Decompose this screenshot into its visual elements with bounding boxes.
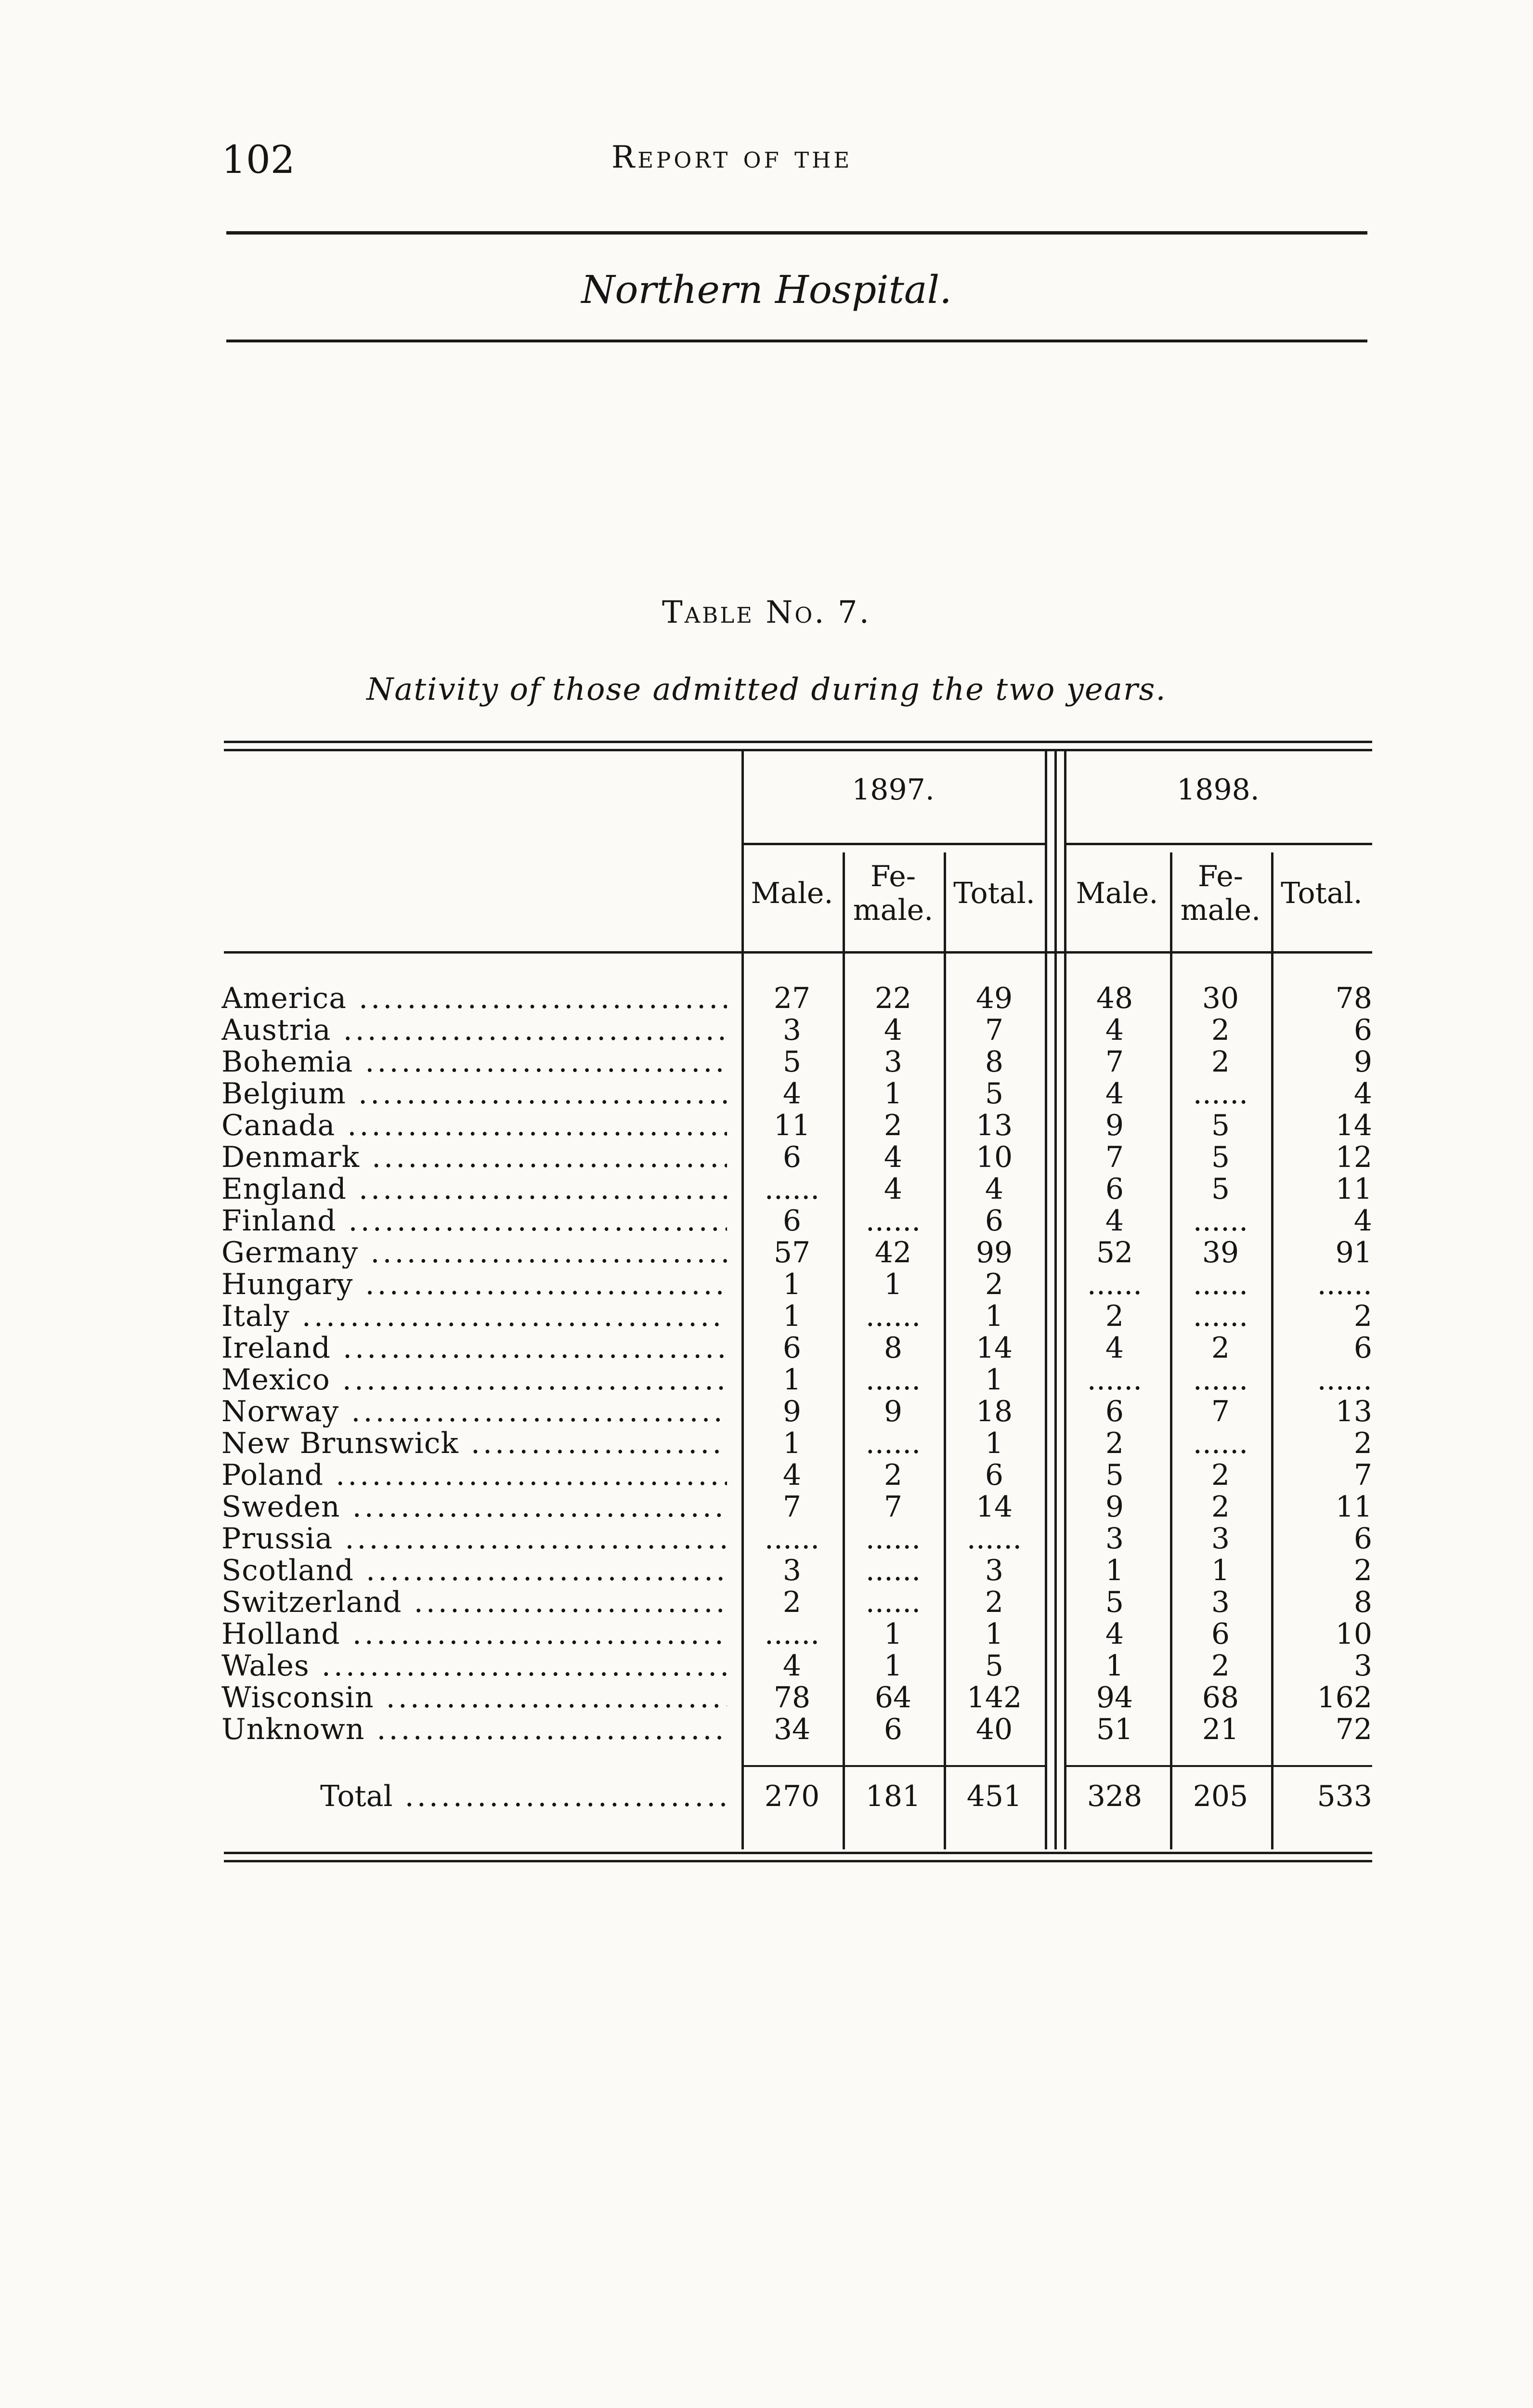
cell: 6 (1353, 1522, 1372, 1556)
cell: 94 (1096, 1681, 1133, 1714)
table-row (221, 1237, 1372, 1269)
row-label: Norway ..... (221, 1396, 727, 1427)
cell: 4 (1105, 1617, 1124, 1651)
table-row (221, 1046, 1372, 1078)
cell: 3 (985, 1554, 1004, 1587)
col-1898-total: Total. (1281, 877, 1363, 910)
cell: 3 (1105, 1522, 1124, 1556)
table-row (221, 1618, 1372, 1650)
cell: 1 (985, 1363, 1004, 1397)
table-row (221, 1332, 1372, 1364)
cell: 7 (1105, 1045, 1124, 1079)
table-row (221, 1714, 1372, 1745)
table-row (221, 982, 1372, 1014)
cell: ...... (764, 1522, 820, 1556)
cell: 14 (975, 1490, 1013, 1524)
row-label: England ..... (221, 1173, 727, 1205)
cell: 42 (874, 1236, 912, 1269)
cell: ...... (865, 1204, 921, 1238)
cell: 9 (1105, 1109, 1124, 1142)
cell: 6 (1353, 1013, 1372, 1047)
cell: 6 (1211, 1617, 1230, 1651)
cell: 2 (1211, 1458, 1230, 1492)
year-1897-underline (741, 843, 1045, 845)
cell: 8 (883, 1331, 903, 1365)
cell: 1 (1211, 1554, 1230, 1587)
cell: 49 (975, 982, 1013, 1015)
cell: ...... (1087, 1363, 1143, 1397)
col-1898-male: Male. (1076, 877, 1158, 910)
table-row (221, 1141, 1372, 1173)
cell: 4 (782, 1458, 802, 1492)
cell: 64 (874, 1681, 912, 1714)
table-row (221, 1491, 1372, 1523)
cell: 9 (883, 1395, 903, 1428)
cell: 11 (1335, 1172, 1372, 1206)
row-label: Wales ..... (221, 1650, 727, 1682)
cell: ...... (865, 1363, 921, 1397)
cell: 1 (985, 1617, 1004, 1651)
cell: ...... (865, 1585, 921, 1619)
cell: 1 (985, 1426, 1004, 1460)
cell: 1 (883, 1077, 903, 1111)
cell: 5 (1211, 1109, 1230, 1142)
cell: 5 (1105, 1585, 1124, 1619)
cell: 7 (782, 1490, 802, 1524)
cell: 6 (985, 1204, 1004, 1238)
table-row (221, 1555, 1372, 1586)
total-row (221, 1780, 1372, 1813)
col-1897-total: Total. (953, 877, 1035, 910)
cell: 5 (782, 1045, 802, 1079)
total-cell: 451 (966, 1780, 1022, 1813)
table-row (221, 1586, 1372, 1618)
cell: 2 (985, 1585, 1004, 1619)
cell: 6 (883, 1713, 903, 1746)
table-row (221, 1110, 1372, 1141)
cell: 1 (782, 1426, 802, 1460)
cell: 14 (975, 1331, 1013, 1365)
cell: ...... (865, 1554, 921, 1587)
cell: 9 (1353, 1045, 1372, 1079)
cell: 5 (985, 1077, 1004, 1111)
row-label: Austria ..... (221, 1014, 727, 1046)
cell: 2 (883, 1109, 903, 1142)
table-row (221, 1459, 1372, 1491)
cell: 1 (985, 1299, 1004, 1333)
table-bottom-rule-a (224, 1852, 1372, 1854)
col-1897-female: Fe- male. (853, 860, 934, 927)
row-label: New Brunswick ..... (221, 1427, 727, 1459)
total-separator-1898 (1064, 1765, 1372, 1767)
table-top-rule-b (224, 749, 1372, 751)
cell: 5 (1211, 1172, 1230, 1206)
running-head: Report of the (611, 140, 853, 175)
row-label: Scotland ..... (221, 1555, 727, 1586)
top-rule-2 (226, 340, 1367, 342)
cell: 11 (773, 1109, 811, 1142)
cell: 9 (782, 1395, 802, 1428)
cell: 13 (1335, 1395, 1372, 1428)
cell: 162 (1317, 1681, 1372, 1714)
cell: 12 (1335, 1140, 1372, 1174)
row-label: Ireland ..... (221, 1332, 727, 1364)
table-row (221, 1300, 1372, 1332)
cell: 3 (1211, 1522, 1230, 1556)
cell: 21 (1202, 1713, 1239, 1746)
cell: 2 (1105, 1299, 1124, 1333)
cell: 7 (1105, 1140, 1124, 1174)
table-row (221, 1427, 1372, 1459)
total-cell: 270 (764, 1780, 820, 1813)
cell: 3 (1211, 1585, 1230, 1619)
cell: 4 (1105, 1331, 1124, 1365)
cell: 4 (1353, 1077, 1372, 1111)
row-label: America ..... (221, 982, 727, 1014)
cell: ...... (865, 1426, 921, 1460)
col-1897-male: Male. (751, 877, 833, 910)
row-label: Denmark ..... (221, 1141, 727, 1173)
year-1898: 1898. (1177, 773, 1260, 807)
cell: 11 (1335, 1490, 1372, 1524)
total-cell: 328 (1087, 1780, 1143, 1813)
cell: 48 (1096, 982, 1133, 1015)
cell: ...... (1193, 1363, 1248, 1397)
row-label: Finland ..... (221, 1205, 727, 1237)
cell: 18 (975, 1395, 1013, 1428)
total-separator-1897 (741, 1765, 1045, 1767)
table-row (221, 1269, 1372, 1300)
cell: 2 (1353, 1299, 1372, 1333)
cell: 1 (782, 1363, 802, 1397)
cell: 1 (1105, 1554, 1124, 1587)
row-label: Germany ..... (221, 1237, 727, 1269)
cell: 4 (1105, 1077, 1124, 1111)
year-1898-underline (1064, 843, 1372, 845)
cell: 1 (1105, 1649, 1124, 1683)
cell: 6 (782, 1140, 802, 1174)
cell: ...... (865, 1299, 921, 1333)
cell: 5 (985, 1649, 1004, 1683)
row-label: Mexico ..... (221, 1364, 727, 1396)
cell: ...... (764, 1617, 820, 1651)
table-caption: Nativity of those admitted during the two years. (366, 672, 1167, 707)
cell: 72 (1335, 1713, 1372, 1746)
row-label: Bohemia ..... (221, 1046, 727, 1078)
cell: 99 (975, 1236, 1013, 1269)
cell: 10 (975, 1140, 1013, 1174)
table-row (221, 1396, 1372, 1427)
table-row (221, 1078, 1372, 1110)
cell: 4 (1353, 1204, 1372, 1238)
cell: 78 (773, 1681, 811, 1714)
row-label: Prussia ..... (221, 1523, 727, 1555)
cell: 2 (1105, 1426, 1124, 1460)
cell: 13 (975, 1109, 1013, 1142)
cell: 3 (782, 1013, 802, 1047)
cell: 40 (975, 1713, 1013, 1746)
cell: 4 (883, 1140, 903, 1174)
cell: 2 (985, 1268, 1004, 1301)
cell: 7 (985, 1013, 1004, 1047)
cell: 2 (1353, 1426, 1372, 1460)
cell: 39 (1202, 1236, 1239, 1269)
total-label: Total ..... (320, 1780, 727, 1813)
cell: 4 (883, 1013, 903, 1047)
cell: ...... (865, 1522, 921, 1556)
cell: 57 (773, 1236, 811, 1269)
table-title: Table No. 7. (662, 595, 871, 630)
table-bottom-rule-b (224, 1860, 1372, 1862)
cell: 1 (782, 1268, 802, 1301)
cell: 78 (1335, 982, 1372, 1015)
cell: 2 (883, 1458, 903, 1492)
table-row (221, 1364, 1372, 1396)
cell: 3 (883, 1045, 903, 1079)
top-rule-1 (226, 231, 1367, 235)
cell: 68 (1202, 1681, 1239, 1714)
cell: 4 (985, 1172, 1004, 1206)
cell: ...... (1193, 1204, 1248, 1238)
cell: 6 (985, 1458, 1004, 1492)
cell: 6 (782, 1204, 802, 1238)
total-cell: 205 (1193, 1780, 1248, 1813)
section-title: Northern Hospital. (581, 267, 952, 312)
cell: 7 (883, 1490, 903, 1524)
cell: 4 (782, 1077, 802, 1111)
table-row (221, 1650, 1372, 1682)
row-label: Wisconsin ..... (221, 1682, 727, 1714)
cell: 6 (1105, 1172, 1124, 1206)
cell: 8 (1353, 1585, 1372, 1619)
cell: 142 (966, 1681, 1022, 1714)
cell: 1 (883, 1649, 903, 1683)
cell: 2 (782, 1585, 802, 1619)
cell: 4 (782, 1649, 802, 1683)
table-row (221, 1205, 1372, 1237)
cell: 6 (1105, 1395, 1124, 1428)
header-bottom-rule (224, 951, 1372, 954)
col-1898-female: Fe- male. (1180, 860, 1261, 927)
row-label: Switzerland ..... (221, 1586, 727, 1618)
cell: 1 (883, 1268, 903, 1301)
cell: 7 (1211, 1395, 1230, 1428)
cell: 51 (1096, 1713, 1133, 1746)
cell: ...... (1193, 1426, 1248, 1460)
cell: 52 (1096, 1236, 1133, 1269)
cell: 2 (1211, 1490, 1230, 1524)
cell: 1 (782, 1299, 802, 1333)
cell: 30 (1202, 982, 1239, 1015)
table-row (221, 1682, 1372, 1714)
cell: 14 (1335, 1109, 1372, 1142)
cell: ...... (1193, 1268, 1248, 1301)
cell: 2 (1211, 1013, 1230, 1047)
row-label: Holland ..... (221, 1618, 727, 1650)
cell: 34 (773, 1713, 811, 1746)
cell: ...... (764, 1172, 820, 1206)
row-label: Belgium ..... (221, 1078, 727, 1110)
table-row (221, 1014, 1372, 1046)
total-cell: 533 (1317, 1780, 1372, 1813)
page-number: 102 (221, 137, 295, 182)
cell: 2 (1211, 1331, 1230, 1365)
cell: ...... (1317, 1363, 1372, 1397)
cell: 91 (1335, 1236, 1372, 1269)
cell: ...... (1317, 1268, 1372, 1301)
cell: 2 (1211, 1045, 1230, 1079)
cell: 1 (883, 1617, 903, 1651)
cell: 10 (1335, 1617, 1372, 1651)
cell: ...... (1087, 1268, 1143, 1301)
row-label: Sweden ..... (221, 1491, 727, 1523)
cell: 27 (773, 982, 811, 1015)
cell: 9 (1105, 1490, 1124, 1524)
cell: 4 (883, 1172, 903, 1206)
cell: 3 (782, 1554, 802, 1587)
cell: ...... (1193, 1077, 1248, 1111)
row-label: Italy ..... (221, 1300, 727, 1332)
cell: 4 (1105, 1204, 1124, 1238)
cell: 5 (1211, 1140, 1230, 1174)
cell: 6 (1353, 1331, 1372, 1365)
cell: 3 (1353, 1649, 1372, 1683)
cell: 5 (1105, 1458, 1124, 1492)
cell: 2 (1211, 1649, 1230, 1683)
cell: 22 (874, 982, 912, 1015)
cell: ...... (1193, 1299, 1248, 1333)
row-label: Unknown ..... (221, 1714, 727, 1745)
year-1897: 1897. (852, 773, 935, 807)
cell: 6 (782, 1331, 802, 1365)
row-label: Canada ..... (221, 1110, 727, 1141)
table-row (221, 1523, 1372, 1555)
table-top-rule-a (224, 741, 1372, 743)
table-row (221, 1173, 1372, 1205)
cell: 7 (1353, 1458, 1372, 1492)
cell: 2 (1353, 1554, 1372, 1587)
row-label: Poland ..... (221, 1459, 727, 1491)
cell: ...... (966, 1522, 1022, 1556)
cell: 8 (985, 1045, 1004, 1079)
total-cell: 181 (865, 1780, 921, 1813)
row-label: Hungary ..... (221, 1269, 727, 1300)
cell: 4 (1105, 1013, 1124, 1047)
